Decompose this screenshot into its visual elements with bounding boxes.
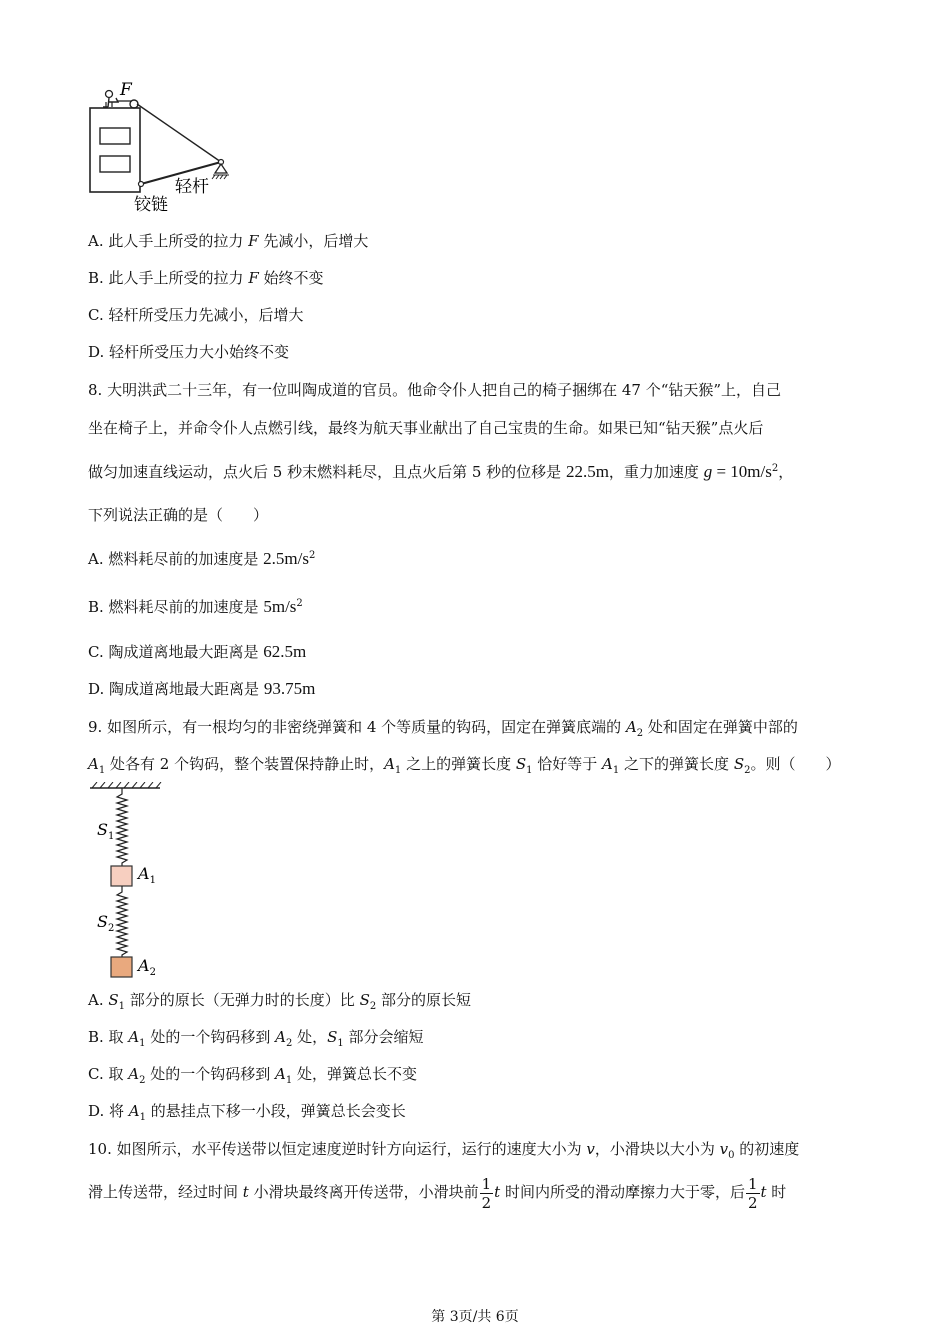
q8-stem-line-2: 坐在椅子上，并命令仆人点燃引线，最终为航天事业献出了自己宝贵的生命。如果已知“钻天猴”点火后 — [88, 419, 764, 437]
rope — [137, 104, 221, 162]
building-window-1 — [100, 128, 130, 144]
q9-option-a: A. $S_1$ 部分的原长（无弹力时的长度）比 $S_2$ 部分的原长短 — [88, 991, 472, 1012]
q8-option-a: A. 燃料耗尽前的加速度是 $2.5m/s^2$ — [88, 549, 316, 568]
building-wall — [90, 108, 140, 192]
q7-option-d: D. 轻杆所受压力大小始终不变 — [88, 343, 290, 361]
label-rod: 轻杆 — [175, 177, 209, 197]
label-a2: $A_2$ — [138, 956, 156, 978]
weight-a1 — [111, 866, 132, 886]
q7-option-a: A. 此人手上所受的拉力 F 先减小，后增大 — [88, 232, 369, 250]
label-s1: $S_1$ — [97, 820, 115, 842]
q7-option-b: B. 此人手上所受的拉力 F 始终不变 — [88, 269, 324, 287]
figure-rod-pulley — [88, 80, 248, 215]
page-footer: 第 3页/共 6页 — [431, 1309, 519, 1325]
q9-stem-line-1: 9. 如图所示，有一根均匀的非密绕弹簧和 4 个等质量的钩码，固定在弹簧底端的 $A_2$ 处和固定在弹簧中部的 — [88, 718, 798, 739]
person-head — [106, 91, 113, 98]
q8-option-d: D. 陶成道离地最大距离是 93.75m — [88, 679, 316, 698]
q9-option-b: B. 取 $A_1$ 处的一个钩码移到 $A_2$ 处，$S_1$ 部分会缩短 — [88, 1028, 424, 1049]
fraction-half-2: $\frac{1}{2}$ — [747, 1174, 758, 1212]
q9-option-c: C. 取 $A_2$ 处的一个钩码移到 $A_1$ 处，弹簧总长不变 — [88, 1065, 418, 1086]
weight-a2 — [111, 957, 132, 977]
spring-s1 — [117, 788, 127, 866]
q9-option-d: D. 将 $A_1$ 的悬挂点下移一小段，弹簧总长会变长 — [88, 1102, 406, 1123]
figure-spring-weights — [88, 782, 178, 982]
q8-stem-line-4: 下列说法正确的是（ ） — [88, 506, 269, 524]
q8-stem-line-1: 8. 大明洪武二十三年，有一位叫陶成道的官员。他命令仆人把自己的椅子捆绑在 47 个“钻天猴”上，自己 — [88, 381, 782, 399]
q8-option-b: B. 燃料耗尽前的加速度是 $5m/s^2$ — [88, 597, 303, 616]
support-triangle — [215, 164, 227, 173]
q7-option-c: C. 轻杆所受压力先减小，后增大 — [88, 306, 304, 324]
q10-stem-line-1: 10. 如图所示，水平传送带以恒定速度逆时针方向运行，运行的速度大小为 v，小滑块以大小为 $v_0$ 的初速度 — [88, 1140, 800, 1161]
fraction-half-1: $\frac{1}{2}$ — [481, 1174, 492, 1212]
label-F: F — [120, 80, 132, 100]
q8-option-c: C. 陶成道离地最大距离是 62.5m — [88, 642, 307, 661]
person-body — [103, 98, 118, 107]
q10-stem-line-2: 滑上传送带，经过时间 t 小滑块最终离开传送带，小滑块前 $\frac{1}{2}$ t 时间内所受的滑动摩擦力大于零，后 $\frac{1}{2}$ t 时 — [88, 1174, 787, 1212]
label-a1: $A_1$ — [138, 864, 156, 886]
spring-s2 — [117, 886, 127, 958]
building-window-2 — [100, 156, 130, 172]
label-s2: $S_2$ — [97, 912, 115, 934]
q9-stem-line-2: $A_1$ 处各有 2 个钩码，整个装置保持静止时，$A_1$ 之上的弹簧长度 $S_1$ 恰好等于 $A_1$ 之下的弹簧长度 $S_2$。则（ ） — [88, 755, 841, 776]
hinge-icon — [139, 182, 144, 187]
q8-stem-line-3: 做匀加速直线运动，点火后 5 秒末燃料耗尽，且点火后第 5 秒的位移是 22.5m，重力加速度 $g = 10m/s^2$， — [88, 462, 794, 481]
label-hinge: 铰链 — [134, 195, 168, 215]
